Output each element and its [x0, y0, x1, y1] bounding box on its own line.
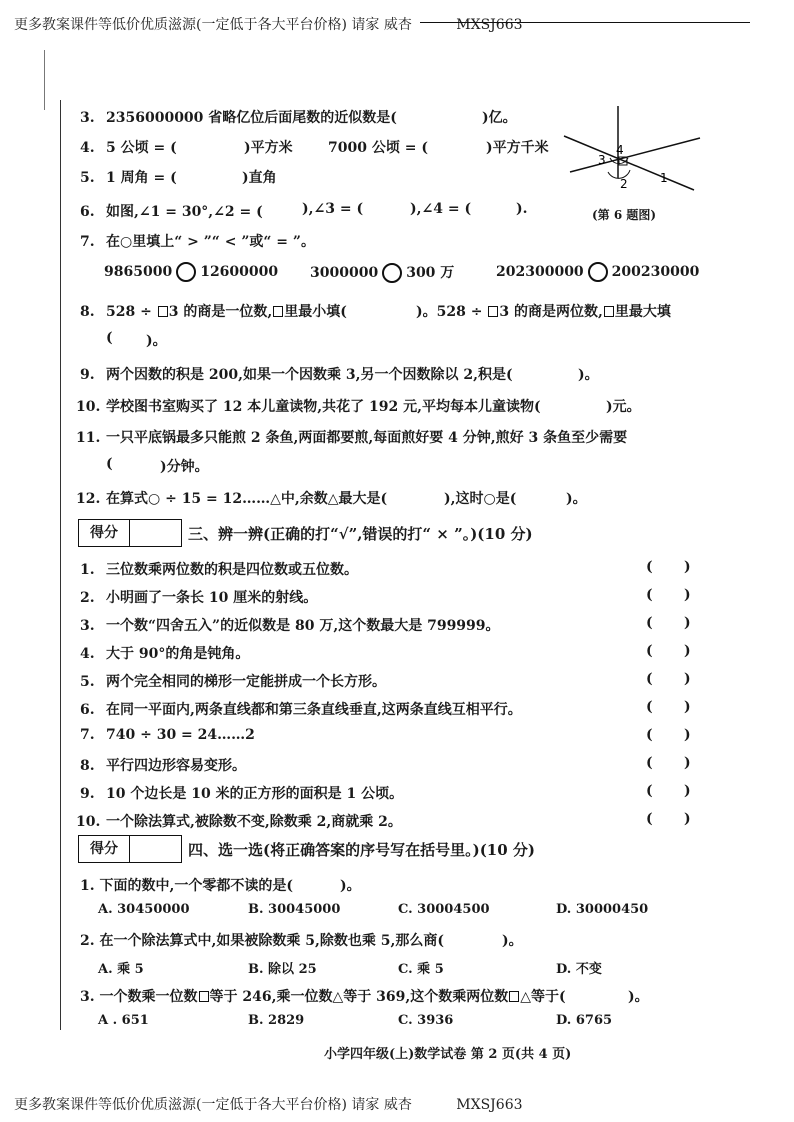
answer-paren-open[interactable]: (	[646, 643, 653, 659]
compare-circle-1[interactable]	[176, 262, 196, 282]
answer-paren-close: )	[684, 643, 691, 659]
answer-paren-close: )	[684, 727, 691, 743]
answer-paren-open[interactable]: (	[646, 755, 653, 771]
answer-paren-close: )	[684, 587, 691, 603]
answer-paren-open[interactable]: (	[646, 783, 653, 799]
question-8: 8. 528 ÷ 3 的商是一位数, 里最小填(	[80, 304, 347, 320]
option-a[interactable]: A. 乘 5	[98, 962, 144, 977]
statement-8: 8. 平行四边形容易变形。	[80, 758, 246, 774]
question-4-part-2: 7000 公顷 = (	[328, 140, 428, 156]
question-3: 3. 2356000000 省略亿位后面尾数的近似数是(	[80, 110, 397, 126]
option-c[interactable]: C. 乘 5	[398, 962, 444, 977]
top-banner	[14, 14, 523, 34]
question-3-tail: )亿。	[482, 110, 517, 126]
statement-7: 7. 740 ÷ 30 = 24……2	[80, 727, 255, 743]
option-b[interactable]: B. 2829	[248, 1013, 305, 1028]
banner-rule	[420, 22, 750, 23]
question-9-tail: )。	[578, 367, 599, 383]
answer-paren-close: )	[684, 699, 691, 715]
angle-figure	[560, 102, 710, 202]
score-box-3[interactable]	[78, 519, 182, 547]
choice-question-3: 3. 一个数乘一位数 等于 246,乘一位数△等于 369,这个数乘两位数 △等于(	[80, 989, 566, 1005]
question-9: 9. 两个因数的积是 200,如果一个因数乘 3,另一个因数除以 2,积是(	[80, 367, 513, 383]
compare-circle-3[interactable]	[588, 262, 608, 282]
answer-paren-close: )	[684, 755, 691, 771]
label-1: 1	[660, 171, 668, 185]
compare-2: 3000000 300 万	[310, 265, 455, 281]
question-12-tail: )。	[566, 491, 587, 507]
compare-1: 9865000 12600000	[104, 264, 279, 280]
choice-question-2: 2. 在一个除法算式中,如果被除数乘 5,除数也乘 5,那么商(	[80, 933, 444, 949]
score-box-4[interactable]	[78, 835, 182, 863]
answer-paren-open[interactable]: (	[646, 727, 653, 743]
answer-paren-open[interactable]: (	[646, 699, 653, 715]
option-d[interactable]: D. 6765	[556, 1013, 613, 1028]
option-b[interactable]: B. 除以 25	[248, 962, 317, 977]
answer-paren-close: )	[684, 615, 691, 631]
statement-1: 1. 三位数乘两位数的积是四位数或五位数。	[80, 562, 358, 578]
compare-3: 202300000 200230000	[496, 264, 700, 280]
margin-line	[60, 100, 61, 1030]
question-8-part-2: )。528 ÷ 3 的商是两位数, 里最大填	[416, 304, 671, 320]
option-c[interactable]: C. 30004500	[398, 902, 490, 917]
statement-9: 9. 10 个边长是 10 米的正方形的面积是 1 公顷。	[80, 786, 404, 802]
figure-caption: (第 6 题图)	[592, 208, 657, 222]
option-c[interactable]: C. 3936	[398, 1013, 454, 1028]
page-footer: 小学四年级(上)数学试卷 第 2 页(共 4 页)	[324, 1047, 572, 1062]
slanted-line-2	[570, 138, 700, 172]
section-4-title: 四、选一选(将正确答案的序号写在括号里。)(10 分)	[188, 841, 535, 859]
question-12-part-2: ),这时○是(	[444, 491, 517, 507]
statement-6: 6. 在同一平面内,两条直线都和第三条直线垂直,这两条直线互相平行。	[80, 702, 522, 718]
choice-question-1-tail: )。	[340, 878, 361, 894]
question-11-line-2: (	[106, 456, 113, 472]
question-4-unit-2: )平方千米	[486, 140, 549, 156]
question-11-tail: )分钟。	[160, 459, 209, 475]
answer-paren-open[interactable]: (	[646, 671, 653, 687]
choice-question-3-tail: )。	[628, 989, 649, 1005]
question-6-part-3: ),∠4 = (	[410, 201, 472, 217]
statement-3: 3. 一个数“四舍五入”的近似数是 80 万,这个数最大是 799999。	[80, 618, 500, 634]
compare-circle-2[interactable]	[382, 263, 402, 283]
question-10: 10. 学校图书室购买了 12 本儿童读物,共花了 192 元,平均每本儿童读物(	[76, 399, 541, 415]
choice-question-2-tail: )。	[502, 933, 523, 949]
statement-4: 4. 大于 90°的角是钝角。	[80, 646, 250, 662]
option-a[interactable]: A . 651	[98, 1013, 149, 1028]
answer-paren-open[interactable]: (	[646, 615, 653, 631]
banner-code: MXSJ663	[456, 1097, 523, 1113]
option-b[interactable]: B. 30045000	[248, 902, 341, 917]
banner-code: MXSJ663	[456, 17, 523, 33]
banner-text: 更多教案课件等低价优质滋源(一定低于各大平台价格) 请家 威杏	[14, 1097, 412, 1113]
statement-5: 5. 两个完全相同的梯形一定能拼成一个长方形。	[80, 674, 386, 690]
question-11: 11. 一只平底锅最多只能煎 2 条鱼,两面都要煎,每面煎好要 4 分钟,煎好 3 条鱼至少需要	[76, 430, 628, 446]
choice-question-1: 1. 下面的数中,一个零都不读的是(	[80, 878, 293, 894]
option-d[interactable]: D. 30000450	[556, 902, 649, 917]
question-4: 4. 5 公顷 = (	[80, 140, 177, 156]
section-3-title: 三、辨一辨(正确的打“√”,错误的打“ × ”。)(10 分)	[188, 525, 533, 543]
answer-paren-open[interactable]: (	[646, 811, 653, 827]
answer-paren-close: )	[684, 671, 691, 687]
label-3: 3	[598, 153, 606, 167]
question-5-tail: )直角	[242, 170, 277, 186]
question-5: 5. 1 周角 = (	[80, 170, 177, 186]
answer-paren-close: )	[684, 559, 691, 575]
label-2: 2	[620, 177, 628, 191]
answer-paren-open[interactable]: (	[646, 559, 653, 575]
statement-2: 2. 小明画了一条长 10 厘米的射线。	[80, 590, 318, 606]
answer-paren-close: )	[684, 811, 691, 827]
score-label: 得分	[79, 836, 130, 862]
option-a[interactable]: A. 30450000	[98, 902, 190, 917]
banner-text: 更多教案课件等低价优质滋源(一定低于各大平台价格) 请家 威杏	[14, 17, 412, 33]
answer-paren-close: )	[684, 783, 691, 799]
question-6: 6. 如图,∠1 = 30°,∠2 = (	[80, 204, 263, 220]
question-7: 7. 在○里填上“ > ”“ < ”或“ = ”。	[80, 234, 315, 250]
question-8-tail: )。	[146, 333, 167, 349]
statement-10: 10. 一个除法算式,被除数不变,除数乘 2,商就乘 2。	[76, 814, 402, 830]
answer-paren-open[interactable]: (	[646, 587, 653, 603]
score-label: 得分	[79, 520, 130, 546]
binding-mark	[44, 50, 45, 110]
question-10-tail: )元。	[606, 399, 641, 415]
question-4-unit-1: )平方米	[244, 140, 293, 156]
question-6-part-2: ),∠3 = (	[302, 201, 364, 217]
question-8-line-2: (	[106, 330, 113, 346]
question-12: 12. 在算式○ ÷ 15 = 12……△中,余数△最大是(	[76, 491, 388, 507]
label-4: 4	[616, 143, 624, 157]
question-6-part-4: ).	[516, 201, 528, 217]
bottom-banner	[14, 1094, 523, 1114]
option-d[interactable]: D. 不变	[556, 962, 602, 977]
